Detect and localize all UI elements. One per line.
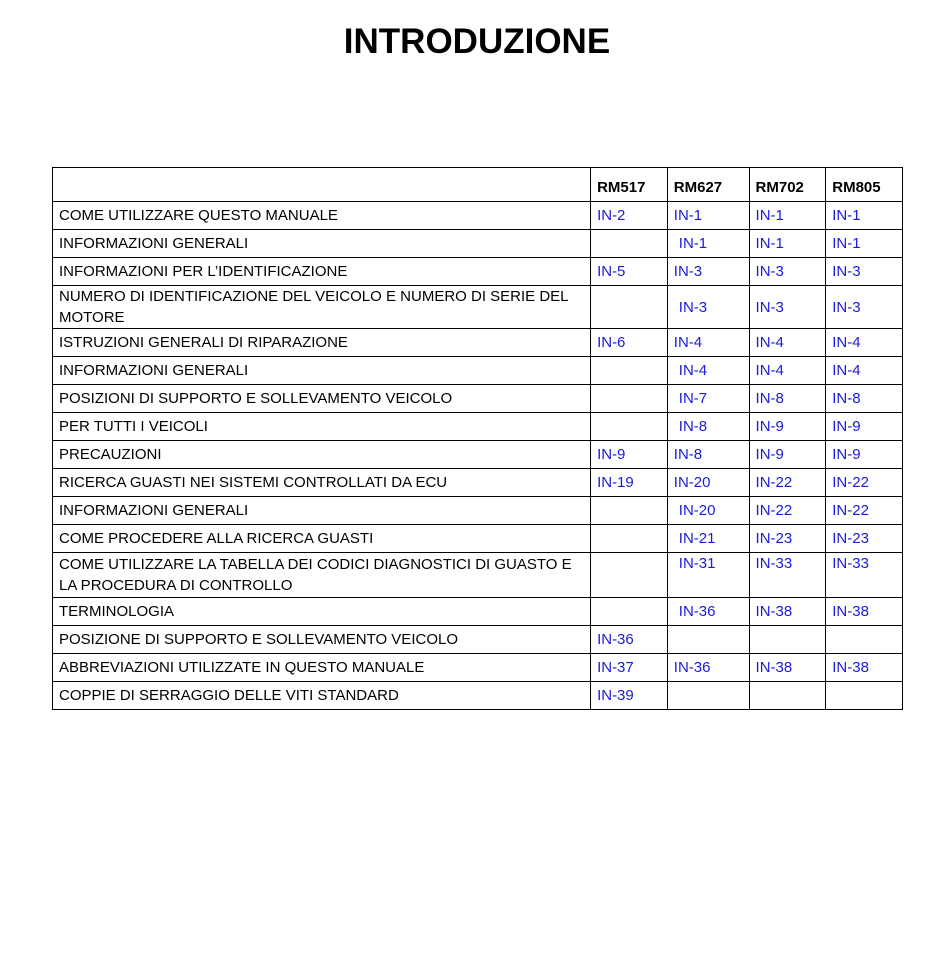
page-reference-link[interactable]: IN-20 (667, 497, 749, 525)
contents-table (52, 167, 903, 710)
row-label: RICERCA GUASTI NEI SISTEMI CONTROLLATI DA ECU (53, 469, 591, 497)
page-reference-link[interactable]: IN-9 (826, 441, 903, 469)
page-reference-link[interactable]: IN-4 (667, 329, 749, 357)
page-reference-link[interactable]: IN-23 (749, 525, 826, 553)
table-row (53, 469, 903, 497)
page-reference-link[interactable]: IN-38 (749, 598, 826, 626)
page-reference-link (826, 682, 903, 710)
column-header: RM805 (826, 168, 903, 202)
page-reference-link[interactable]: IN-31 (667, 553, 749, 598)
table-row (53, 441, 903, 469)
table-row (53, 230, 903, 258)
page-reference-link (591, 525, 668, 553)
page-reference-link[interactable]: IN-3 (667, 286, 749, 329)
table-row (53, 329, 903, 357)
page-reference-link[interactable]: IN-4 (826, 329, 903, 357)
row-label: PER TUTTI I VEICOLI (53, 413, 591, 441)
page-reference-link (591, 286, 668, 329)
row-label: ISTRUZIONI GENERALI DI RIPARAZIONE (53, 329, 591, 357)
page-reference-link[interactable]: IN-23 (826, 525, 903, 553)
page-reference-link (826, 626, 903, 654)
row-label: COME UTILIZZARE QUESTO MANUALE (53, 202, 591, 230)
column-header: RM517 (591, 168, 668, 202)
page-reference-link[interactable]: IN-5 (591, 258, 668, 286)
row-label: INFORMAZIONI GENERALI (53, 357, 591, 385)
table-row (53, 357, 903, 385)
column-header: RM627 (667, 168, 749, 202)
table-row (53, 385, 903, 413)
table-row (53, 525, 903, 553)
page-reference-link (591, 497, 668, 525)
table-header-row (53, 168, 903, 202)
page-reference-link[interactable]: IN-2 (591, 202, 668, 230)
row-label: COPPIE DI SERRAGGIO DELLE VITI STANDARD (53, 682, 591, 710)
table-row (53, 654, 903, 682)
header-label-cell (53, 168, 591, 202)
page-reference-link[interactable]: IN-38 (826, 598, 903, 626)
page-reference-link[interactable]: IN-9 (591, 441, 668, 469)
page-reference-link[interactable]: IN-22 (826, 497, 903, 525)
page-reference-link[interactable]: IN-4 (826, 357, 903, 385)
page-reference-link[interactable]: IN-1 (667, 202, 749, 230)
row-label: INFORMAZIONI GENERALI (53, 497, 591, 525)
table-row (53, 202, 903, 230)
page-reference-link[interactable]: IN-36 (667, 654, 749, 682)
page-reference-link[interactable]: IN-19 (591, 469, 668, 497)
row-label: INFORMAZIONI PER L’IDENTIFICAZIONE (53, 258, 591, 286)
page-reference-link[interactable]: IN-9 (826, 413, 903, 441)
row-label: COME UTILIZZARE LA TABELLA DEI CODICI DIAGNOSTICI DI GUASTO E LA PROCEDURA DI CONTROLLO (53, 553, 591, 598)
page-reference-link (667, 682, 749, 710)
page-reference-link (749, 626, 826, 654)
page-reference-link (591, 230, 668, 258)
row-label: TERMINOLOGIA (53, 598, 591, 626)
page-reference-link[interactable]: IN-39 (591, 682, 668, 710)
page-reference-link[interactable]: IN-8 (826, 385, 903, 413)
page-reference-link (591, 598, 668, 626)
page-reference-link (591, 357, 668, 385)
row-label: INFORMAZIONI GENERALI (53, 230, 591, 258)
table-row (53, 497, 903, 525)
table-row (53, 413, 903, 441)
page-reference-link[interactable]: IN-21 (667, 525, 749, 553)
page-reference-link[interactable]: IN-1 (826, 230, 903, 258)
page-reference-link[interactable]: IN-3 (826, 258, 903, 286)
page-reference-link[interactable]: IN-4 (667, 357, 749, 385)
table-row (53, 626, 903, 654)
page-reference-link[interactable]: IN-8 (667, 413, 749, 441)
table-row (53, 682, 903, 710)
page-title: INTRODUZIONE (343, 22, 611, 61)
page-reference-link (591, 413, 668, 441)
page-reference-link[interactable]: IN-3 (749, 286, 826, 329)
page-reference-link[interactable]: IN-9 (749, 441, 826, 469)
page-reference-link[interactable]: IN-4 (749, 329, 826, 357)
page-reference-link[interactable]: IN-7 (667, 385, 749, 413)
page-reference-link[interactable]: IN-3 (826, 286, 903, 329)
page-reference-link[interactable]: IN-22 (749, 469, 826, 497)
page-reference-link[interactable]: IN-38 (749, 654, 826, 682)
page-reference-link[interactable]: IN-33 (826, 553, 903, 598)
page-reference-link[interactable]: IN-38 (826, 654, 903, 682)
table-row (53, 258, 903, 286)
page-reference-link[interactable]: IN-37 (591, 654, 668, 682)
table-row (53, 598, 903, 626)
row-label: POSIZIONE DI SUPPORTO E SOLLEVAMENTO VEICOLO (53, 626, 591, 654)
page-reference-link (749, 682, 826, 710)
row-label: PRECAUZIONI (53, 441, 591, 469)
page-reference-link[interactable]: IN-4 (749, 357, 826, 385)
table-row (53, 286, 903, 329)
page-reference-link[interactable]: IN-6 (591, 329, 668, 357)
page-reference-link[interactable]: IN-8 (749, 385, 826, 413)
row-label: NUMERO DI IDENTIFICAZIONE DEL VEICOLO E NUMERO DI SERIE DEL MOTORE (53, 286, 591, 329)
page-reference-link[interactable]: IN-22 (826, 469, 903, 497)
page-reference-link[interactable]: IN-1 (667, 230, 749, 258)
page-reference-link[interactable]: IN-33 (749, 553, 826, 598)
page-reference-link[interactable]: IN-36 (667, 598, 749, 626)
page-reference-link (667, 626, 749, 654)
table-row (53, 553, 903, 598)
row-label: POSIZIONI DI SUPPORTO E SOLLEVAMENTO VEICOLO (53, 385, 591, 413)
row-label: COME PROCEDERE ALLA RICERCA GUASTI (53, 525, 591, 553)
page-reference-link[interactable]: IN-3 (667, 258, 749, 286)
page-reference-link (591, 553, 668, 598)
page-reference-link[interactable]: IN-9 (749, 413, 826, 441)
page-reference-link[interactable]: IN-36 (591, 626, 668, 654)
column-header: RM702 (749, 168, 826, 202)
page-reference-link[interactable]: IN-1 (826, 202, 903, 230)
page-reference-link (591, 385, 668, 413)
page-reference-link[interactable]: IN-22 (749, 497, 826, 525)
row-label: ABBREVIAZIONI UTILIZZATE IN QUESTO MANUALE (53, 654, 591, 682)
page-reference-link[interactable]: IN-20 (667, 469, 749, 497)
page-reference-link[interactable]: IN-1 (749, 230, 826, 258)
page-reference-link[interactable]: IN-1 (749, 202, 826, 230)
page-reference-link[interactable]: IN-3 (749, 258, 826, 286)
page-reference-link[interactable]: IN-8 (667, 441, 749, 469)
